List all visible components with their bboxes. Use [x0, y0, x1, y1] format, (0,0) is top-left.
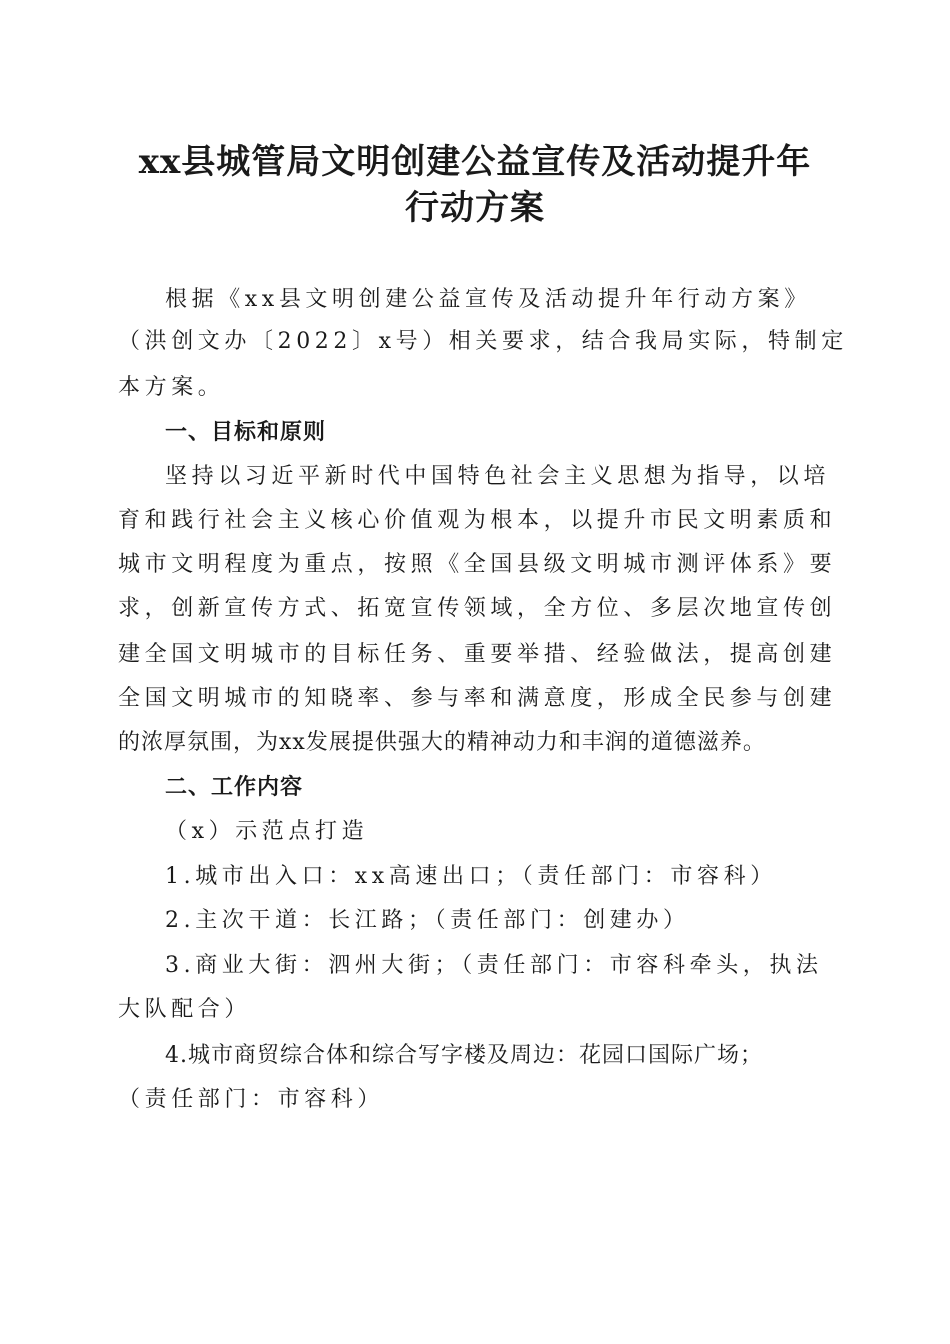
list-item-continuation: （责任部门：市容科） [118, 1087, 385, 1112]
paragraph-line: 建全国文明城市的目标任务、重要举措、经验做法，提高创建 [118, 642, 837, 667]
intro-line-2: （洪创文办〔2022〕x号）相关要求，结合我局实际，特制定 [118, 329, 848, 354]
paragraph-line: 育和践行社会主义核心价值观为根本，以提升市民文明素质和 [118, 508, 837, 533]
intro-line-3: 本方案。 [118, 375, 225, 400]
document-title-line-1: xx县城管局文明创建公益宣传及活动提升年 [138, 142, 812, 182]
document-title-line-2: 行动方案 [405, 188, 545, 228]
section-heading-work-content: 二、工作内容 [165, 775, 304, 800]
section-heading-goals: 一、目标和原则 [165, 420, 327, 445]
intro-line-1: 根据《xx县文明创建公益宣传及活动提升年行动方案》 [165, 287, 811, 312]
paragraph-line: 求，创新宣传方式、拓宽宣传领域，全方位、多层次地宣传创 [118, 596, 837, 621]
paragraph-line: 城市文明程度为重点，按照《全国县级文明城市测评体系》要 [118, 552, 837, 577]
paragraph-line: 坚持以习近平新时代中国特色社会主义思想为指导，以培 [165, 464, 831, 489]
paragraph-line: 的浓厚氛围，为xx发展提供强大的精神动力和丰润的道德滋养。 [118, 730, 766, 755]
list-item-continuation: 大队配合） [118, 997, 252, 1022]
list-item: 4.城市商贸综合体和综合写字楼及周边：花园口国际广场； [165, 1043, 763, 1068]
paragraph-line: 全国文明城市的知晓率、参与率和满意度，形成全民参与创建 [118, 686, 837, 711]
subheading-demo-sites: （x）示范点打造 [165, 819, 369, 844]
list-item: 3.商业大街：泗州大街；（责任部门：市容科牵头，执法 [165, 953, 823, 978]
list-item: 2.主次干道：长江路；（责任部门：创建办） [165, 908, 690, 933]
list-item: 1.城市出入口：xx高速出口；（责任部门：市容科） [165, 864, 777, 889]
